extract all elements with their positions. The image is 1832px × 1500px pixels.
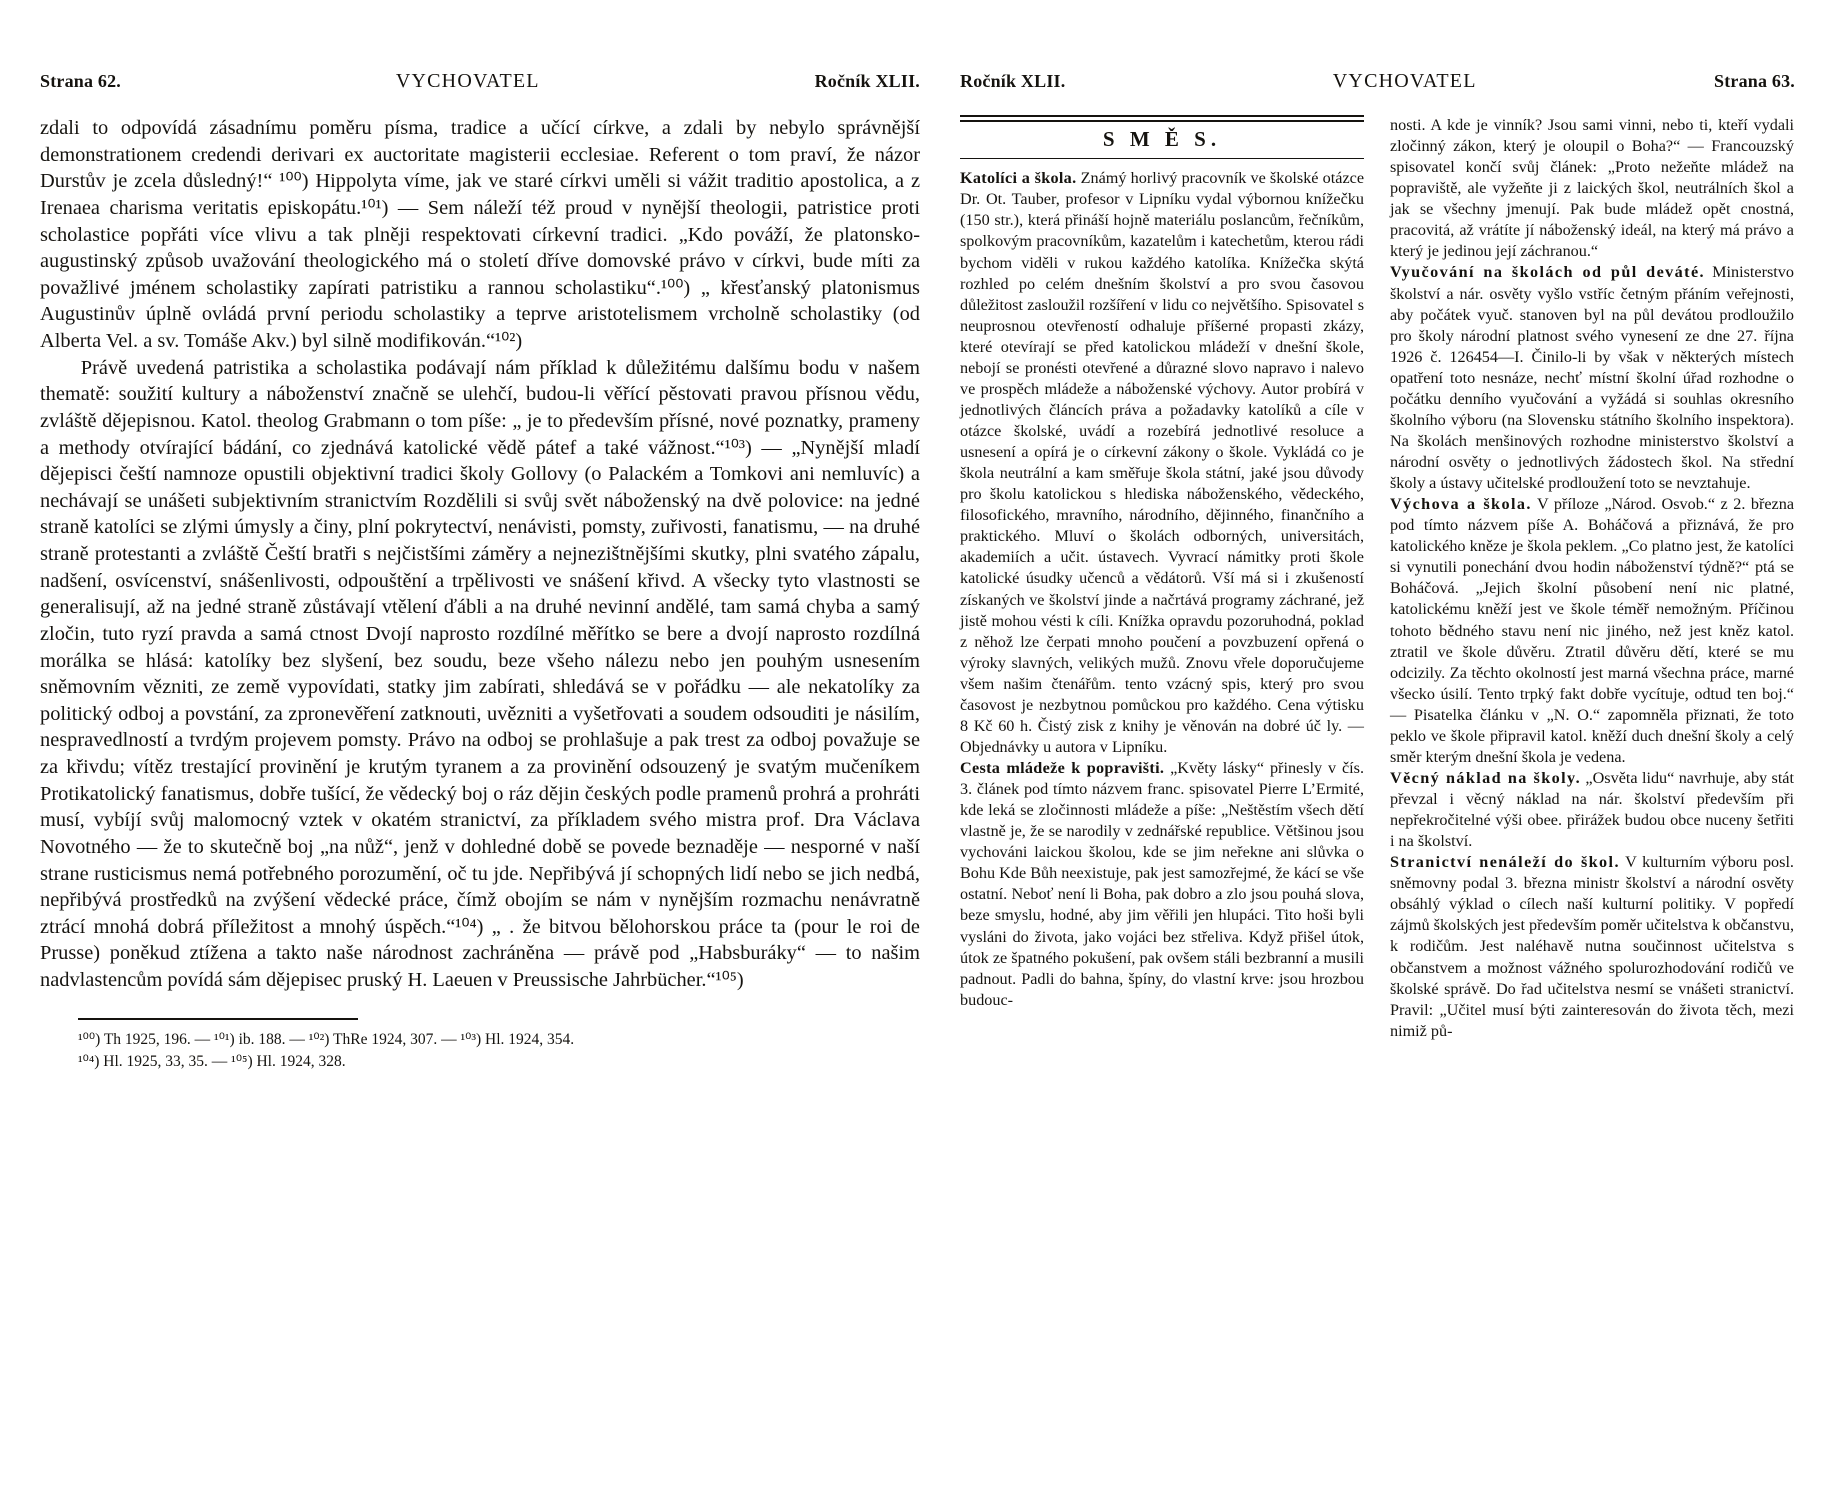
article-block (1390, 115, 1794, 262)
footnote-separator (78, 1018, 358, 1020)
article-title: Katolíci a škola. (960, 169, 1077, 188)
left-journal-title: VYCHOVATEL (395, 70, 540, 92)
left-body-text (40, 115, 920, 994)
left-page-number: Strana 62. (40, 71, 122, 91)
column-two (1390, 115, 1794, 1042)
right-volume: Ročník XLII. (960, 71, 1066, 91)
article-text: „Květy lásky“ přinesly v čís. 3. článek pod tímto názvem franc. spisovatel Pierre L’Ermité, kde leká se zločinnosti mládeže a píše: „Neštěstím všech dětí vlastně je, že se narodily v zednářské republice. Většinou jsou vychováni laickou školou, kde se jim neřekne ani slůvka o Bohu Kde Bůh neexistuje, pak jest samozřejmé, že kácí se vše ostatní. Neboť není li Boha, pak dobro a zlo jsou pouhá slova, beze smyslu, hodné, aby jim věřili jen hlupáci. Tito hoši byli vysláni do života, jako vojáci bez střeliva. Když přišel útok, útok ze špatného pokušení, pak ovšem stáli bezbranní a musili padnout. Padli do bahna, špíny, do vlastní krve: jsou hrozbou budouc- (960, 759, 1364, 1009)
article-block (1390, 852, 1794, 1042)
section-title: S M Ě S. (1102, 127, 1222, 151)
right-page (960, 70, 1795, 1042)
article-text: „Osvěta lidu“ navrhuje, aby stát převzal i věcný náklad na nár. školství především při nepřekročitelné výši obee. přirážek budou obce nuceny šetřiti i na školství. (1390, 768, 1794, 851)
article-block (1390, 494, 1794, 768)
article-text: V příloze „Národ. Osvob.“ z 2. března pod tímto názvem píše A. Boháčová a přiznává, že pro katolického kněze je škola peklem. „Co platno jest, že katolíci si vynutili ponechání dvou hodin náboženství týdně?“ ptá se Boháčová. „Jejich školní působení není nic platné, katolickému kněží jest ve škole téměř nemožným. Příčinou tohoto bědného stavu není nic jiného, než jest kněz katol. ztratil ve škole důvěru. Ztratil důvěru dětí, které se mu odcizily. Za těchto okolností jest marná všechna práce, marné všecko úsilí. Tento trpký fakt dobře vycítuje, odtud ten boj.“ — Pisatelka článku v „N. O.“ zapomněla přiznati, že toto peklo ve škole připravil katol. kněží duch dnešní školy a celý směr kterým dnešní škola je vedena. (1390, 495, 1795, 766)
article-title: Cesta mládeže k popravišti. (960, 759, 1165, 778)
article-text: Známý horlivý pracovník ve školské otázce Dr. Ot. Tauber, profesor v Lipníku vydal výbornou knížečku (150 str.), která přináší hojně materiálu poslancům, řečníkům, spolkovým pracovníkům, kazatelům i katechetům, kterou rádi bychom viděli v rukou každého katolíka. Knížečka skýtá rozhled po celém dnešním školství a pro svou časovou důležitost zasloužil rozšíření v lidu co největšího. Spisovatel s neuprosnou otevřeností odhaluje příšerné propasti zkázy, které otevírají se před katolickou mládeží v dnešní škole, nebojí se pronésti otevřené a důrazné slovo napravo i nalevo ve prospěch mládeže a náboženské výchovy. Autor probírá v jednotlivých článcích práva a požadavky katolíků a cíle v otázce školské, uvádí a rozebírá jednotlivé resoluce a usnesení a opírá je o církevní zákony o škole. Vykládá co je škola neutrální a kam směřuje škola státní, jaké jsou důvody pro školu katolickou s hlediska náboženského, vědeckého, filosofického, mravního, národního, dějinného, finančního a praktického. Mluví o školách odborných, universitách, akademiích a učit. ústavech. Vyvrací námitky proti škole katolické úsudky učenců a vědátorů. Vší má si i zkušeností získaných ve školství jinde a načrtává programy záchrané, jež jistě mohou vésti k cíli. Knížka opravdu pozoruhodná, poklad z něhož lze čerpati mnoho poučení a povzbuzení opřená o výroky slavných, velikých mužů. Znovu vřele doporučujeme všem našim čtenářům. tento vzácný spis, který pro svou časovost je nezbytnou pomůckou pro každého. Cena výtisku 8 Kč 60 h. Čistý zisk z knihy je věnován na dobré úč ly. — Objednávky u autora v Lipníku. (960, 169, 1365, 756)
article-title: Vyučování na školách od půl deváté. (1390, 263, 1705, 282)
left-footnotes (78, 1029, 920, 1074)
paragraph: Právě uvedená patristika a scholastika podávají nám příklad k důležitému dalšímu bodu v našem thematě: soužití kultury a náboženství značně se ulehčí, budou-li věřící pěstovati pravou přísnou vědu, zvláště dějepisnou. Katol. theolog Grabmann o tom píše: „ je to především přísné, nové poznatky, prameny a methody otvírající bádání, co zjednává katolické vědě pátef a také vážnost.“¹⁰³) — „Nynější mladí dějepisci čeští namnoze opustili objektivní tradici školy Gollovy (o Palackém a Tomkovi ani nemluvíc) a nechávají se unášeti subjektivním stranictvím Rozdělili si svůj svět náboženský na dvě polovice: na jedné straně katolíci se zlými úmysly a činy, plní pokrytectví, nenávisti, pomsty, zuřivosti, fanatismu, — na druhé straně protestanti a zvláště Čeští bratři s nejčistšími záměry a nejnezištnějšími skutky, plni svatého zápalu, nadšení, osvícenství, snášenlivosti, odpouštění a trpělivosti ve snášení křivd. A všecky tyto vlastnosti se generalisují, až na jedné straně zůstávají vtělení ďábli a na druhé nevinní andělé, tam samá chyba a samý zločin, tuto ryzí pravda a samá ctnost Dvojí naprosto rozdílné měřítko se bere a dvojí naprosto rozdílná morálka se hlásá: katolíky bez slyšení, bez soudu, beze všeho nálezu nebo jen pouhým usnesením sněmovním vězniti, ze země vypovídati, statky jim zabírati, shledává se v pořádku — ale nekatolíky za politický odboj a povstání, za zpronevěření zatknouti, uvězniti a vyšetřovati a soudem odsouditi je násilím, nespravedlností a tvrdým projevem pomsty. Právo na odboj se prohlašuje a pak trest za odboj považuje se za křivdu; vítěz trestající provinění je krutým tyranem a za provinění odsouzený je svatým mučeníkem Protikatolický fanatismus, dobře tušící, že vědecký boj o ráz dějin českých podle pramenů prohrá a prohráti musí, vybíjí svůj malomocný vztek v okatém stranictví, za příkladem svého mistra prof. Dra Václava Novotného — že to skutečně boj „na nůž“, jenž v dohledné době se povede beznaděje — nesporné v naší strane rusticismus nemá potřebného porozumění, oč tu jde. Nepřibývá jí schopných lidí nebo se jich nedbá, nepřibývá prostředků na zvýšení vědecké práce, čímž obojím se nám v nynějším rozmachu nenávratně ztrácí mnohá dobrá příležitost a mnohý úspěch.“¹⁰⁴) „ . že bitvou bělohorskou práce ta (pour le roi de Prusse) poněkud ztížena a takto naše národnost zachráněna — právě pod „Habsburáky“ — to našim nadvlastencům povídá sám dějepisec pruský H. Laeuen v Preussische Jahrbücher.“¹⁰⁵) (40, 356, 920, 991)
article-title: Výchova a škola. (1390, 495, 1532, 514)
article-text: V kulturním výboru posl. sněmovny podal 3. března ministr školství a národní osvěty obsáhlý výklad o cílech naší kulturní politiky. V popředí zájmů školských jest především poměr učitelstva k občanstvu, k rodičům. Jest naléhavě nutna součinnost učitelstva s občanstvem a možnost vážného spolurozhodování rodičů ve školské správě. Do řad učitelstva nesmí se vnášeti stranictví. Pravil: „Učitel musí býti zainteresován do života těch, mezi nimiž pů- (1390, 853, 1794, 1040)
article-block (960, 758, 1364, 1011)
left-running-head (40, 70, 920, 93)
article-title: Věcný náklad na školy. (1390, 768, 1582, 787)
article-block (1390, 262, 1794, 494)
article-text: nosti. A kde je vinník? Jsou sami vinni, nebo ti, kteří vydali zločinný zákon, který je oloupil o Boha?“ — Francouzský spisovatel končí svůj článek: „Proto nežeňte mládež na popraviště, ale vyžeňte ji z laických škol, neutrálních škol a jak se všechny jmenují. Pak bude mládež opět cnostná, pracovitá, až vrátíte jí náboženský ideál, na který má právo a který je jedinou její záchranou.“ (1390, 116, 1794, 261)
section-rule-top (960, 115, 1364, 122)
article-title: Stranictví nenáleží do škol. (1390, 853, 1620, 872)
paragraph: zdali to odpovídá zásadnímu poměru písma, tradice a učící církve, a zdali by nebylo správnější demonstrationem credendi derivari ex auctoritate magisterii ecclesiae. Referent o tom praví, že názor Durstův je zcela důsledný!“ ¹⁰⁰) Hippolyta víme, jak ve staré církvi uměli si vážit traditio apostolica, a z Irenaea charisma veritatis episkopátu.¹⁰¹) — Sem náleží též proud v nynější theologii, patristice proti scholastice popřáti více vlivu a tak plněji respektovati církevní tradici. „Kdo pováží, že platonsko-augustinský způsob uvažování theologického má o století dříve domovské právo v církvi, bude míti za považlivé jménem scholastiky zapírati patristiku a rannou scholastiku“.¹⁰⁰) „ křesťanský platonismus Augustinův úplně ovládá první periodu scholastiky a teprve aristotelismem vrcholně scholastiky (od Alberta Vel. a sv. Tomáše Akv.) byl silně modifikován.“¹⁰²) (40, 117, 920, 352)
article-block (960, 168, 1364, 758)
right-page-columns (960, 115, 1795, 1042)
section-rule-bottom (960, 158, 1364, 159)
column-one (960, 115, 1364, 1042)
right-running-head (960, 70, 1795, 93)
right-journal-title: VYCHOVATEL (1332, 70, 1477, 92)
left-page (40, 70, 920, 1074)
article-text: Ministerstvo školství a nár. osvěty vyšlo vstříc četným přáním veřejnosti, aby počátek vyuč. stanoven byl na půl devátou prodloužilo pro školy národní platnost svého vynesení ze dne 27. října 1926 č. 126454—I. Činilo-li by však v některých místech opatření toto nesnáze, nechť místní školní úřad rozhodne o počátku denního vyučování a vyžádá si souhlas okresního školního výboru (na Slovensku státního školního inspektora). Na školách menšinových rozhodne ministerstvo školství a národní osvěty o jednotlivých žádostech škol. Na střední školy a ústavy učitelské prodloužení toto se nevztahuje. (1390, 263, 1794, 493)
footnote-line: ¹⁰⁴) Hl. 1925, 33, 35. — ¹⁰⁵) Hl. 1924, 328. (78, 1053, 346, 1071)
footnote-line: ¹⁰⁰) Th 1925, 196. — ¹⁰¹) ib. 188. — ¹⁰²) ThRe 1924, 307. — ¹⁰³) Hl. 1924, 354. (78, 1030, 575, 1048)
right-page-number: Strana 63. (1713, 71, 1795, 91)
left-volume: Ročník XLII. (814, 71, 920, 91)
article-block (1390, 768, 1794, 852)
